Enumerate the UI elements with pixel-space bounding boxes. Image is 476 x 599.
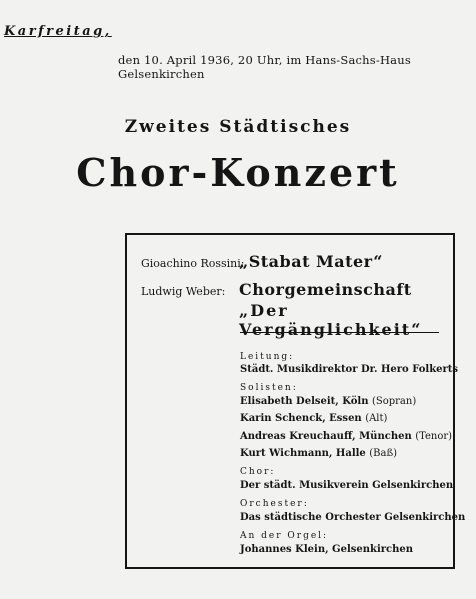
soloist-voice: (Alt): [365, 413, 388, 424]
chor-value: Der städt. Musikverein Gelsenkirchen: [240, 480, 454, 491]
work-verganglichkeit: „Der Vergänglichkeit“: [239, 301, 423, 339]
soloist-item: [240, 431, 452, 442]
occasion-heading: Karfreitag,: [4, 24, 112, 39]
soloist-item: [240, 413, 387, 424]
composer-rossini: Gioachino Rossini:: [141, 257, 245, 270]
orchester-value: Das städtische Orchester Gelsenkirchen: [240, 512, 466, 523]
soloist-name: Karin Schenck, Essen: [240, 413, 362, 424]
work-chorgemeinschaft: Chorgemeinschaft: [239, 280, 412, 299]
composer-weber: Ludwig Weber:: [141, 285, 226, 298]
soloist-voice: (Sopran): [371, 396, 417, 407]
solisten-label: Solisten:: [240, 383, 298, 393]
orgel-value: Johannes Klein, Gelsenkirchen: [240, 544, 414, 555]
concert-title: Chor-Konzert: [76, 150, 400, 195]
date-venue-line: den 10. April 1936, 20 Uhr, im Hans-Sachs-Haus Gelsenkirchen: [118, 53, 411, 81]
program-divider: [240, 332, 439, 333]
soloist-name: Elisabeth Delseit, Köln: [240, 396, 369, 407]
soloist-item: [240, 448, 397, 459]
soloist-voice: (Baß): [369, 448, 398, 459]
soloist-name: Kurt Wichmann, Halle: [240, 448, 366, 459]
orgel-label: An der Orgel:: [240, 531, 329, 541]
concert-subtitle: Zweites Städtisches: [124, 117, 352, 137]
leitung-label: Leitung:: [240, 352, 295, 362]
program-box: [125, 233, 466, 569]
soloist-item: [240, 396, 416, 407]
chor-label: Chor:: [240, 467, 276, 477]
soloist-voice: (Tenor): [415, 431, 453, 442]
work-stabat-mater: „Stabat Mater“: [239, 252, 383, 271]
soloist-name: Andreas Kreuchauff, München: [240, 431, 412, 442]
leitung-value: Städt. Musikdirektor Dr. Hero Folkerts: [240, 364, 459, 375]
orchester-label: Orchester:: [240, 499, 309, 509]
